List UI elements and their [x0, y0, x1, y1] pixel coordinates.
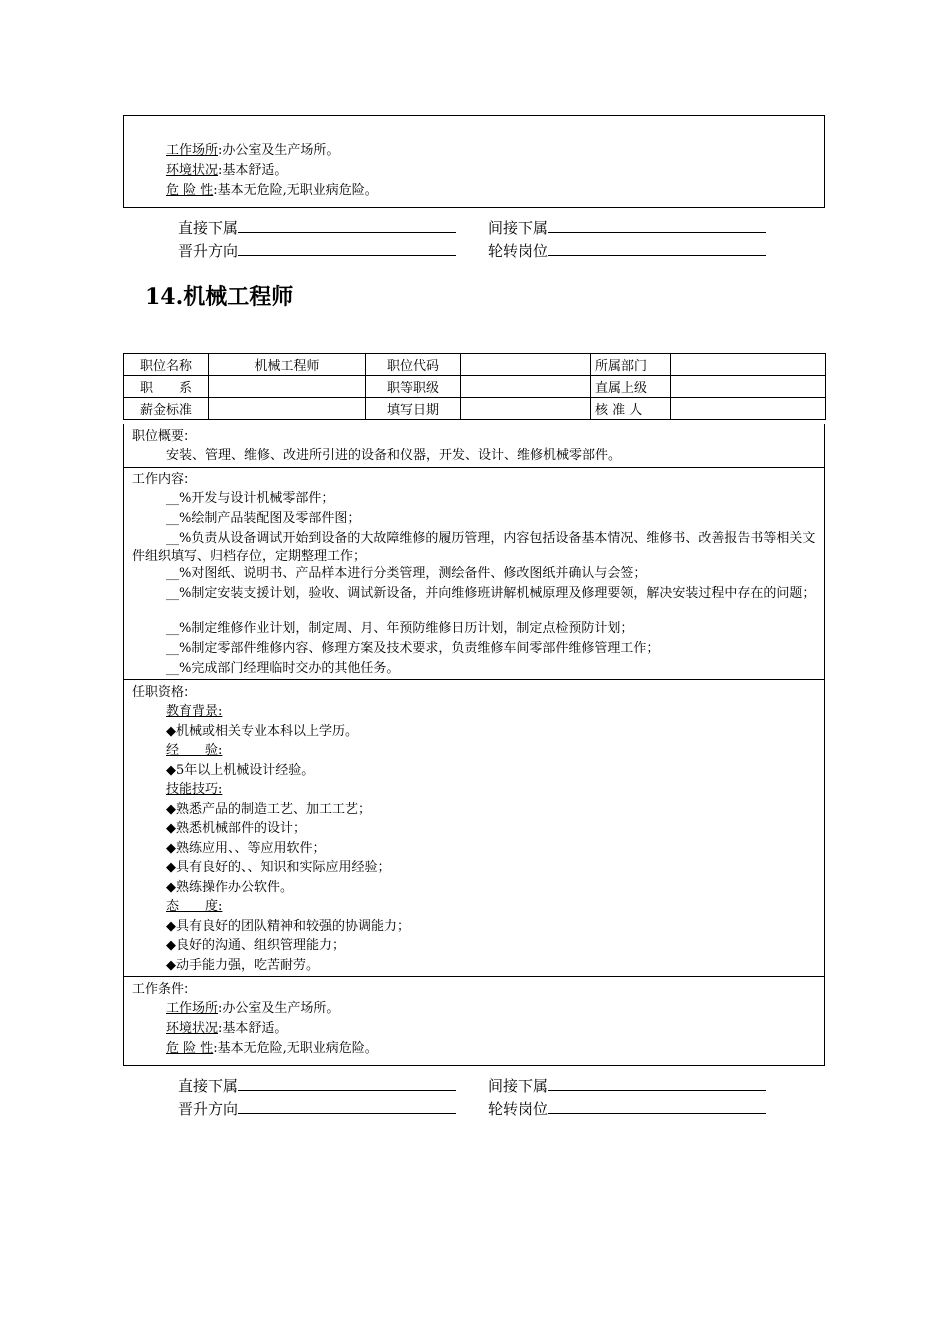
prev-direct-subordinate-blank[interactable] [238, 218, 456, 233]
conditions-section [123, 977, 825, 1066]
prev-indirect-subordinate: 间接下属 [488, 218, 766, 238]
overview-title: 职位概要: [132, 429, 189, 444]
attitude-item: ◆动手能力强，吃苦耐劳。 [166, 958, 319, 973]
indirect-subordinate-blank[interactable] [548, 1076, 766, 1091]
condition-environment: 环境状况:基本舒适。 [166, 1021, 288, 1036]
department-value[interactable] [671, 354, 826, 376]
prev-indirect-subordinate-blank[interactable] [548, 218, 766, 233]
education-label: 教育背景: [166, 704, 223, 719]
series-label: 职 系 [124, 376, 209, 398]
rotation-blank[interactable] [548, 1099, 766, 1114]
position-code-value[interactable] [461, 354, 591, 376]
prev-condition-workplace: 工作场所:办公室及生产场所。 [166, 143, 340, 158]
skill-item: ◆熟练应用、、等应用软件； [166, 841, 326, 856]
education-item: ◆机械或相关专业本科以上学历。 [166, 724, 358, 739]
experience-label: 经 验: [166, 743, 223, 758]
duty-item: __ %开发与设计机械零部件； [166, 490, 334, 508]
qualifications-section [123, 680, 825, 977]
skill-item: ◆熟悉机械部件的设计； [166, 821, 306, 836]
condition-hazard: 危 险 性:基本无危险,无职业病危险。 [166, 1041, 378, 1056]
section-heading: 14.机械工程师 [145, 284, 294, 310]
salary-value[interactable] [209, 398, 366, 420]
superior-value[interactable] [671, 376, 826, 398]
duty-item: __ %制定维修作业计划，制定周、月、年预防维修日历计划，制定点检预防计划； [166, 620, 633, 638]
prev-direct-subordinate: 直接下属 [178, 218, 456, 238]
prev-promotion-blank[interactable] [238, 241, 456, 256]
table-row [124, 354, 826, 376]
duty-item: __ %制定零部件维修内容、修理方案及技术要求，负责维修车间零部件维修管理工作； [166, 640, 659, 658]
table-row [124, 398, 826, 420]
position-name-label: 职位名称 [124, 354, 209, 376]
duty-item: __ %对图纸、说明书、产品样本进行分类管理，测绘备件、修改图纸并确认与会签； [166, 565, 646, 583]
skill-item: ◆熟悉产品的制造工艺、加工工艺； [166, 802, 371, 817]
direct-subordinate: 直接下属 [178, 1076, 456, 1096]
skills-label: 技能技巧: [166, 782, 223, 797]
condition-workplace: 工作场所:办公室及生产场所。 [166, 1001, 340, 1016]
attitude-item: ◆良好的沟通、组织管理能力； [166, 938, 345, 953]
prev-conditions-box [123, 115, 825, 208]
fill-date-value[interactable] [461, 398, 591, 420]
position-code-label: 职位代码 [366, 354, 461, 376]
fill-date-label: 填写日期 [366, 398, 461, 420]
approver-label: 核 准 人 [591, 398, 671, 420]
prev-condition-hazard: 危 险 性:基本无危险,无职业病危险。 [166, 183, 378, 198]
superior-label: 直属上级 [591, 376, 671, 398]
duty-item: __ %完成部门经理临时交办的其他任务。 [166, 660, 399, 678]
prev-rotation: 轮转岗位 [488, 241, 766, 261]
grade-value[interactable] [461, 376, 591, 398]
prev-rotation-blank[interactable] [548, 241, 766, 256]
approver-value[interactable] [671, 398, 826, 420]
qualifications-title: 任职资格: [132, 685, 189, 700]
attitude-item: ◆具有良好的团队精神和较强的协调能力； [166, 919, 410, 934]
skill-item: ◆熟练操作办公软件。 [166, 880, 293, 895]
skill-item: ◆具有良好的、、知识和实际应用经验； [166, 860, 391, 875]
duties-section [123, 468, 825, 680]
position-info-table [123, 353, 826, 420]
duty-item: __ %绘制产品装配图及零部件图； [166, 510, 360, 528]
experience-item: ◆5年以上机械设计经验。 [166, 763, 315, 778]
position-name-value[interactable]: 机械工程师 [209, 354, 366, 376]
grade-label: 职等职级 [366, 376, 461, 398]
promotion: 晋升方向 [178, 1099, 456, 1119]
promotion-blank[interactable] [238, 1099, 456, 1114]
duty-item: __ %负责从设备调试开始到设备的大故障维修的履历管理，内容包括设备基本情况、维修书、改善报告书等相关文件组织填写、归档存位，定期整理工作； [132, 530, 816, 566]
prev-condition-environment: 环境状况:基本舒适。 [166, 163, 288, 178]
overview-section [123, 424, 825, 468]
table-row [124, 376, 826, 398]
prev-promotion: 晋升方向 [178, 241, 456, 261]
series-value[interactable] [209, 376, 366, 398]
overview-text: 安装、管理、维修、改进所引进的设备和仪器，开发、设计、维修机械零部件。 [166, 448, 622, 463]
salary-label: 薪金标准 [124, 398, 209, 420]
attitude-label: 态 度: [166, 899, 223, 914]
direct-subordinate-blank[interactable] [238, 1076, 456, 1091]
indirect-subordinate: 间接下属 [488, 1076, 766, 1096]
duties-title: 工作内容: [132, 472, 189, 487]
rotation: 轮转岗位 [488, 1099, 766, 1119]
duty-item: __ %制定安装支援计划，验收、调试新设备，并向维修班讲解机械原理及修理要领，解决安装过程中存在的问题； [132, 585, 816, 603]
conditions-title: 工作条件: [132, 982, 189, 997]
department-label: 所属部门 [591, 354, 671, 376]
